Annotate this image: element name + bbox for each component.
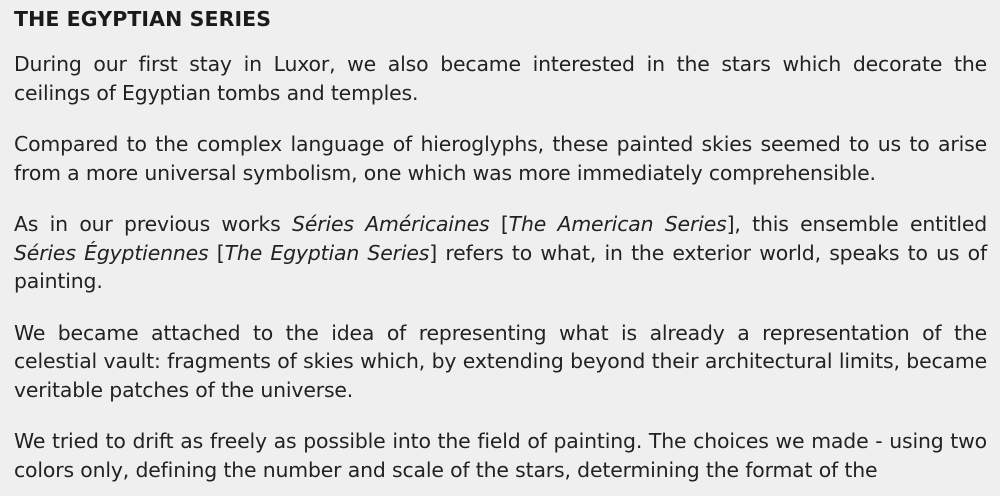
text-segment: ] refers to what, in the exterior world, speaks to us of painting. (14, 240, 987, 293)
page-title: THE EGYPTIAN SERIES (14, 7, 272, 31)
paragraph-painting-field: We tried to drift as freely as possible into the field of painting. The choices we made - using two colors only, defining the number and scale of the stars, determining the format of the (14, 429, 987, 482)
paragraph-hieroglyphs: Compared to the complex language of hieroglyphs, these painted skies seemed to us to arise from a more universal symbolism, one which was more immediately comprehensible. (14, 132, 987, 185)
text-segment: [ (489, 212, 509, 236)
italic-title: The American Series (508, 212, 727, 236)
paragraph-series (14, 210, 987, 296)
italic-title: Séries Égyptiennes (14, 240, 209, 265)
paragraph-celestial-vault: We became attached to the idea of representing what is already a representation of the celestial vault: fragments of skies which, by extending beyond their architectural limits, became veritable patches of the universe. (14, 320, 987, 402)
paragraph-luxor: During our first stay in Luxor, we also became interested in the stars which decorate the ceilings of Egyptian tombs and temples. (14, 52, 987, 105)
text-segment: As in our previous works (14, 212, 293, 236)
italic-title: The Egyptian Series (224, 240, 430, 265)
text-segment: [ (208, 240, 225, 265)
italic-title: Séries Américaines (292, 212, 490, 236)
text-segment: ], this ensemble entitled (726, 212, 988, 236)
